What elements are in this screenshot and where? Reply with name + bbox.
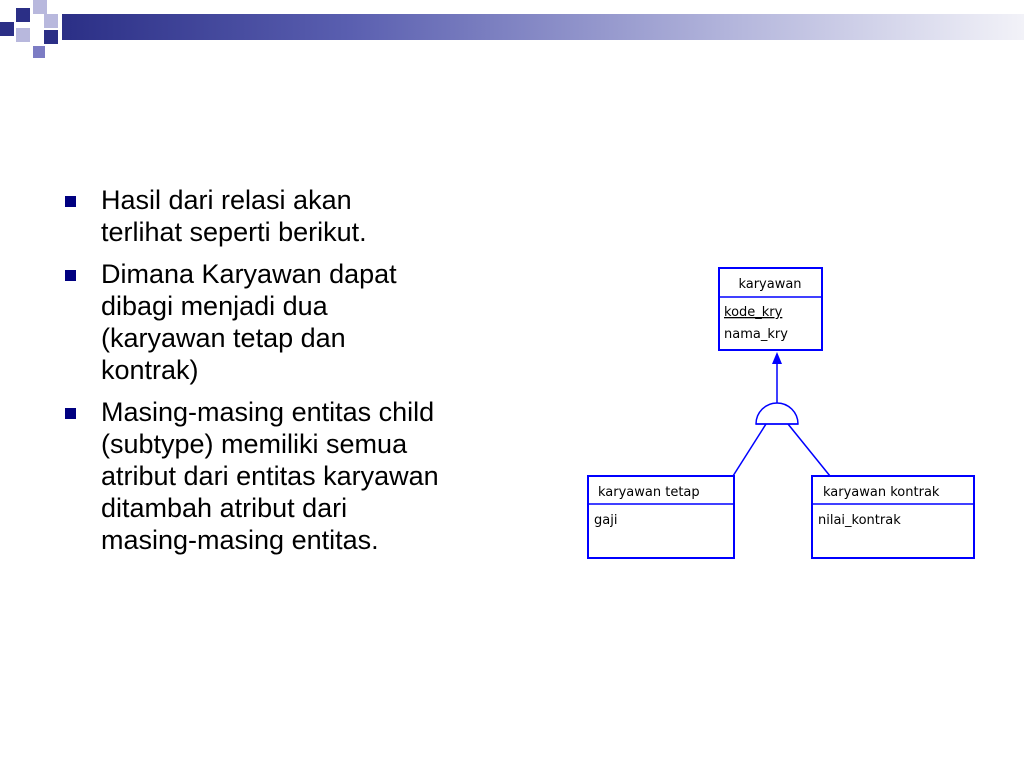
decor-square — [16, 8, 30, 22]
decor-square — [44, 14, 58, 28]
entity-attribute: nama_kry — [724, 327, 788, 342]
square-bullet-icon — [65, 270, 76, 281]
entity-key-attribute: kode_kry — [724, 305, 783, 320]
bullet-item — [60, 184, 540, 248]
entity-name: karyawan — [738, 277, 802, 292]
er-diagram — [580, 262, 980, 562]
bullet-item — [60, 258, 540, 386]
bullet-list — [60, 184, 540, 566]
bullet-item — [60, 396, 540, 556]
bullet-text: Masing-masing entitas child (subtype) memiliki semua atribut dari entitas karyawan ditambah atribut dari masing-masing entitas. — [101, 397, 439, 555]
entity-karyawan-tetap — [588, 476, 734, 558]
connector-line-right — [788, 424, 830, 476]
decor-square — [0, 22, 14, 36]
arrow-head-icon — [772, 352, 782, 364]
decor-square — [33, 46, 45, 58]
entity-karyawan-kontrak — [812, 476, 974, 558]
square-bullet-icon — [65, 196, 76, 207]
decor-square — [44, 30, 58, 44]
decor-square — [33, 0, 47, 14]
entity-attribute: gaji — [594, 513, 618, 528]
entity-karyawan — [719, 268, 822, 350]
bullet-text: Hasil dari relasi akan terlihat seperti berikut. — [101, 185, 367, 247]
connector-line-left — [733, 424, 766, 476]
entity-attribute: nilai_kontrak — [818, 513, 901, 528]
decor-square — [16, 28, 30, 42]
entity-name: karyawan kontrak — [823, 485, 940, 500]
bullet-text: Dimana Karyawan dapat dibagi menjadi dua (karyawan tetap dan kontrak) — [101, 259, 397, 385]
header-gradient-bar — [62, 14, 1024, 40]
subtype-connector — [733, 352, 830, 476]
entity-name: karyawan tetap — [598, 485, 700, 500]
square-bullet-icon — [65, 408, 76, 419]
subtype-symbol-icon — [756, 403, 798, 424]
